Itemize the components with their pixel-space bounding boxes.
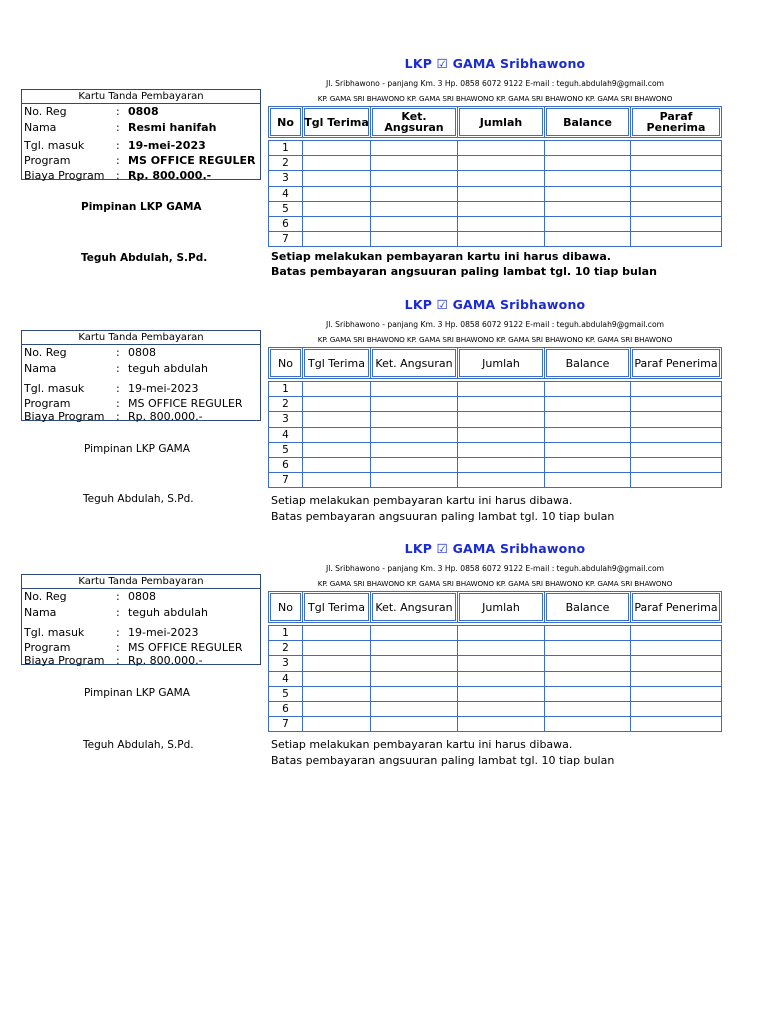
signer-title: Pimpinan LKP GAMA (84, 443, 190, 455)
registration-box (21, 89, 261, 180)
signer-name: Teguh Abdulah, S.Pd. (83, 739, 194, 751)
col-tgl-terima: Tgl Terima (303, 348, 371, 378)
col-paraf-penerima: Paraf Penerima (631, 592, 721, 622)
col-paraf-penerima: Paraf Penerima (631, 107, 721, 137)
table-row: 5 (269, 202, 721, 217)
table-row: 3 (269, 656, 721, 671)
table-row: 3 (269, 412, 721, 427)
payment-card-2 (0, 299, 768, 539)
table-row: 3 (269, 171, 721, 186)
col-jumlah: Jumlah (458, 348, 545, 378)
registration-box-title: Kartu Tanda Pembayaran (22, 90, 260, 104)
payment-table (268, 625, 722, 732)
payment-table-header (268, 591, 722, 623)
table-row: 2 (269, 156, 721, 171)
institution-title: LKP ☑ GAMA Sribhawono (404, 297, 586, 312)
payment-table (268, 381, 722, 488)
note-bring-card: Setiap melakukan pembayaran kartu ini harus dibawa. (271, 250, 611, 263)
col-ket-angsuran: Ket. Angsuran (371, 592, 458, 622)
table-row: 1 (269, 382, 721, 397)
col-ket-angsuran: Ket. Angsuran (371, 107, 458, 137)
registration-box (21, 330, 261, 421)
field-no-reg: No. Reg : 0808 (24, 346, 156, 359)
table-row: 5 (269, 443, 721, 458)
field-biaya-program: Biaya Program : Rp. 800.000.- (24, 410, 203, 423)
col-jumlah: Jumlah (458, 107, 545, 137)
registration-box (21, 574, 261, 665)
col-balance: Balance (545, 592, 631, 622)
table-row: 4 (269, 428, 721, 443)
institution-band: KP. GAMA SRI BHAWONO KP. GAMA SRI BHAWONO KP. GAMA SRI BHAWONO KP. GAMA SRI BHAWONO (317, 579, 673, 588)
col-no: No (269, 348, 303, 378)
payment-card-1 (0, 58, 768, 298)
field-tgl-masuk: Tgl. masuk : 19-mei-2023 (24, 382, 199, 395)
field-tgl-masuk: Tgl. masuk : 19-mei-2023 (24, 139, 206, 152)
col-no: No (269, 592, 303, 622)
payment-table (268, 140, 722, 247)
note-payment-deadline: Batas pembayaran angsuuran paling lambat tgl. 10 tiap bulan (271, 754, 615, 767)
note-bring-card: Setiap melakukan pembayaran kartu ini harus dibawa. (271, 738, 573, 751)
institution-band: KP. GAMA SRI BHAWONO KP. GAMA SRI BHAWONO KP. GAMA SRI BHAWONO KP. GAMA SRI BHAWONO (317, 94, 673, 103)
registration-box-title: Kartu Tanda Pembayaran (22, 331, 260, 345)
table-row: 6 (269, 217, 721, 232)
col-paraf-penerima: Paraf Penerima (631, 348, 721, 378)
col-no: No (269, 107, 303, 137)
institution-title: LKP ☑ GAMA Sribhawono (404, 56, 586, 71)
payment-table-header (268, 106, 722, 138)
table-row: 7 (269, 232, 721, 247)
table-row: 4 (269, 187, 721, 202)
col-ket-angsuran: Ket. Angsuran (371, 348, 458, 378)
signer-name: Teguh Abdulah, S.Pd. (83, 493, 194, 505)
field-no-reg: No. Reg : 0808 (24, 590, 156, 603)
institution-address: Jl. Sribhawono - panjang Km. 3 Hp. 0858 6072 9122 E-mail : teguh.abdulah9@gmail.com (325, 79, 665, 88)
signer-name: Teguh Abdulah, S.Pd. (81, 252, 208, 264)
col-balance: Balance (545, 348, 631, 378)
field-program: Program : MS OFFICE REGULER (24, 641, 243, 654)
field-tgl-masuk: Tgl. masuk : 19-mei-2023 (24, 626, 199, 639)
payment-card-3 (0, 543, 768, 783)
institution-band: KP. GAMA SRI BHAWONO KP. GAMA SRI BHAWONO KP. GAMA SRI BHAWONO KP. GAMA SRI BHAWONO (317, 335, 673, 344)
table-row: 7 (269, 473, 721, 488)
field-biaya-program: Biaya Program : Rp. 800.000.- (24, 654, 203, 667)
table-row: 1 (269, 626, 721, 641)
note-payment-deadline: Batas pembayaran angsuuran paling lambat tgl. 10 tiap bulan (271, 265, 657, 278)
col-balance: Balance (545, 107, 631, 137)
table-row: 1 (269, 141, 721, 156)
col-jumlah: Jumlah (458, 592, 545, 622)
note-bring-card: Setiap melakukan pembayaran kartu ini harus dibawa. (271, 494, 573, 507)
table-row: 2 (269, 641, 721, 656)
field-program: Program : MS OFFICE REGULER (24, 154, 256, 167)
field-nama: Nama : teguh abdulah (24, 606, 208, 619)
table-row: 6 (269, 458, 721, 473)
table-row: 2 (269, 397, 721, 412)
note-payment-deadline: Batas pembayaran angsuuran paling lambat tgl. 10 tiap bulan (271, 510, 615, 523)
registration-box-title: Kartu Tanda Pembayaran (22, 575, 260, 589)
payment-table-header (268, 347, 722, 379)
signer-title: Pimpinan LKP GAMA (84, 687, 190, 699)
field-nama: Nama : teguh abdulah (24, 362, 208, 375)
institution-address: Jl. Sribhawono - panjang Km. 3 Hp. 0858 6072 9122 E-mail : teguh.abdulah9@gmail.com (325, 320, 665, 329)
table-row: 6 (269, 702, 721, 717)
field-biaya-program: Biaya Program : Rp. 800.000.- (24, 169, 212, 182)
field-no-reg: No. Reg : 0808 (24, 105, 159, 118)
col-tgl-terima: Tgl Terima (303, 107, 371, 137)
institution-title: LKP ☑ GAMA Sribhawono (404, 541, 586, 556)
table-row: 4 (269, 672, 721, 687)
signer-title: Pimpinan LKP GAMA (81, 201, 202, 213)
field-program: Program : MS OFFICE REGULER (24, 397, 243, 410)
institution-address: Jl. Sribhawono - panjang Km. 3 Hp. 0858 6072 9122 E-mail : teguh.abdulah9@gmail.com (325, 564, 665, 573)
col-tgl-terima: Tgl Terima (303, 592, 371, 622)
table-row: 7 (269, 717, 721, 732)
table-row: 5 (269, 687, 721, 702)
field-nama: Nama : Resmi hanifah (24, 121, 217, 134)
